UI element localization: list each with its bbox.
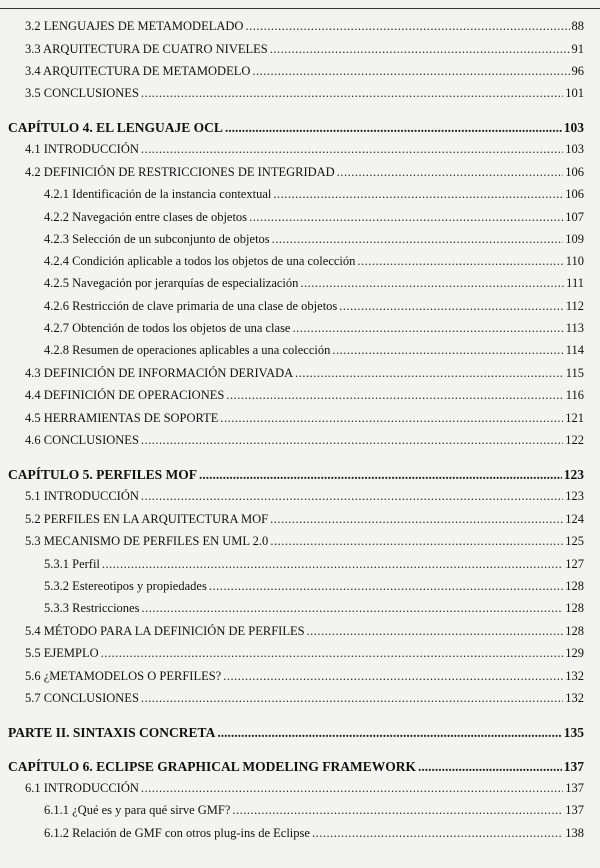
dot-leader <box>232 803 563 818</box>
toc-subsection-entry <box>0 276 600 291</box>
toc-entry-title: 4.2.6 Restricción de clave primaria de una clase de objetos <box>44 299 338 313</box>
dot-leader <box>312 826 563 841</box>
toc-entry-page: 114 <box>565 343 584 357</box>
toc-entry-page: 122 <box>565 433 584 447</box>
toc-entry-page: 109 <box>565 232 584 246</box>
toc-entry-title: 5.3 MECANISMO DE PERFILES EN UML 2.0 <box>25 534 269 548</box>
dot-leader <box>209 579 563 594</box>
toc-chapter-entry <box>0 467 600 483</box>
toc-entry-page: 96 <box>571 64 584 78</box>
dot-leader <box>245 19 569 34</box>
toc-section-entry <box>0 366 600 381</box>
toc-entry-page: 91 <box>571 42 584 56</box>
toc-subsection-entry <box>0 299 600 314</box>
toc-entry-page: 125 <box>565 534 584 548</box>
toc-section-entry <box>0 512 600 527</box>
dot-leader <box>141 489 563 504</box>
toc-entry-title: 5.4 MÉTODO PARA LA DEFINICIÓN DE PERFILES <box>25 624 305 638</box>
dot-leader <box>332 343 563 358</box>
toc-entry-title: 4.5 HERRAMIENTAS DE SOPORTE <box>25 411 219 425</box>
toc-entry-title: 5.1 INTRODUCCIÓN <box>25 489 139 503</box>
dot-leader <box>300 276 564 291</box>
toc-subsection-entry <box>0 254 600 269</box>
toc-entry-page: 115 <box>565 366 584 380</box>
toc-chapter-entry <box>0 759 600 775</box>
dot-leader <box>141 781 563 796</box>
toc-section-entry <box>0 388 600 403</box>
dot-leader <box>225 120 562 136</box>
dot-leader <box>141 86 563 101</box>
dot-leader <box>101 646 564 661</box>
toc-entry-page: 135 <box>563 725 584 740</box>
dot-leader <box>270 512 563 527</box>
page-top-rule <box>0 8 600 9</box>
toc-subsection-entry <box>0 601 600 616</box>
toc-section-entry <box>0 165 600 180</box>
toc-chapter-entry <box>0 120 600 136</box>
toc-subsection-entry <box>0 557 600 572</box>
dot-leader <box>295 366 564 381</box>
toc-subsection-entry <box>0 321 600 336</box>
toc-subsection-entry <box>0 826 600 841</box>
toc-section-entry <box>0 433 600 448</box>
toc-entry-title: 4.2.8 Resumen de operaciones aplicables a una colección <box>44 343 331 357</box>
toc-entry-page: 116 <box>565 388 584 402</box>
toc-entry-page: 88 <box>571 19 584 33</box>
toc-entry-title: 4.3 DEFINICIÓN DE INFORMACIÓN DERIVADA <box>25 366 294 380</box>
toc-entry-title: 4.2.3 Selección de un subconjunto de objetos <box>44 232 270 246</box>
dot-leader <box>217 725 561 741</box>
toc-entry-title: 5.3.2 Estereotipos y propiedades <box>44 579 207 593</box>
toc-entry-page: 103 <box>563 120 584 135</box>
toc-entry-title: 4.2.5 Navegación por jerarquías de especialización <box>44 276 299 290</box>
toc-entry-page: 132 <box>565 669 584 683</box>
toc-section-entry <box>0 624 600 639</box>
dot-leader <box>102 557 563 572</box>
toc-section-entry <box>0 142 600 157</box>
toc-entry-title: 4.6 CONCLUSIONES <box>25 433 139 447</box>
dot-leader <box>199 467 562 483</box>
toc-subsection-entry <box>0 579 600 594</box>
toc-entry-title: CAPÍTULO 5. PERFILES MOF <box>8 467 198 482</box>
dot-leader <box>252 64 569 79</box>
toc-entry-page: 121 <box>565 411 584 425</box>
toc-entry-title: 4.1 INTRODUCCIÓN <box>25 142 139 156</box>
toc-entry-title: 5.3.3 Restricciones <box>44 601 140 615</box>
toc-subsection-entry <box>0 210 600 225</box>
toc-entry-page: 103 <box>565 142 584 156</box>
toc-entry-page: 128 <box>565 624 584 638</box>
dot-leader <box>141 142 563 157</box>
toc-entry-page: 127 <box>565 557 584 571</box>
toc-entry-title: 5.6 ¿METAMODELOS O PERFILES? <box>25 669 222 683</box>
toc-entry-title: 3.3 ARQUITECTURA DE CUATRO NIVELES <box>25 42 268 56</box>
toc-entry-title: 4.2.1 Identificación de la instancia contextual <box>44 187 272 201</box>
toc-entry-page: 113 <box>565 321 584 335</box>
toc-entry-title: CAPÍTULO 6. ECLIPSE GRAPHICAL MODELING FRAMEWORK <box>8 759 417 774</box>
dot-leader <box>141 601 563 616</box>
toc-entry-title: 4.2 DEFINICIÓN DE RESTRICCIONES DE INTEGRIDAD <box>25 165 335 179</box>
toc-entry-title: 4.4 DEFINICIÓN DE OPERACIONES <box>25 388 225 402</box>
toc-entry-page: 137 <box>565 803 584 817</box>
dot-leader <box>292 321 563 336</box>
dot-leader <box>220 411 563 426</box>
dot-leader <box>270 42 570 57</box>
toc-section-entry <box>0 646 600 661</box>
dot-leader <box>223 669 563 684</box>
toc-entry-page: 138 <box>565 826 584 840</box>
toc-entry-title: PARTE II. SINTAXIS CONCRETA <box>8 725 216 740</box>
toc-entry-title: 5.2 PERFILES EN LA ARQUITECTURA MOF <box>25 512 269 526</box>
toc-entry-page: 137 <box>563 759 584 774</box>
toc-subsection-entry <box>0 343 600 358</box>
toc-section-entry <box>0 534 600 549</box>
toc-section-entry <box>0 64 600 79</box>
toc-entry-page: 123 <box>565 489 584 503</box>
toc-chapter-entry <box>0 725 600 741</box>
dot-leader <box>339 299 563 314</box>
toc-entry-title: 6.1 INTRODUCCIÓN <box>25 781 139 795</box>
dot-leader <box>226 388 563 403</box>
dot-leader <box>307 624 564 639</box>
toc-entry-title: 5.7 CONCLUSIONES <box>25 691 139 705</box>
toc-section-entry <box>0 781 600 796</box>
toc-entry-page: 106 <box>565 187 584 201</box>
toc-entry-title: 5.3.1 Perfil <box>44 557 100 571</box>
toc-entry-page: 107 <box>565 210 584 224</box>
toc-entry-page: 110 <box>565 254 584 268</box>
toc-entry-title: CAPÍTULO 4. EL LENGUAJE OCL <box>8 120 223 135</box>
toc-section-entry <box>0 669 600 684</box>
toc-subsection-entry <box>0 803 600 818</box>
toc-entry-page: 137 <box>565 781 584 795</box>
dot-leader <box>270 534 563 549</box>
toc-entry-page: 123 <box>563 467 584 482</box>
toc-entry-title: 4.2.4 Condición aplicable a todos los objetos de una colección <box>44 254 356 268</box>
toc-entry-page: 132 <box>565 691 584 705</box>
toc-entry-title: 5.5 EJEMPLO <box>25 646 99 660</box>
toc-entry-page: 124 <box>565 512 584 526</box>
toc-section-entry <box>0 691 600 706</box>
dot-leader <box>357 254 563 269</box>
dot-leader <box>141 691 563 706</box>
toc-section-entry <box>0 411 600 426</box>
toc-entry-title: 4.2.7 Obtención de todos los objetos de una clase <box>44 321 291 335</box>
dot-leader <box>273 187 563 202</box>
toc-entry-title: 3.5 CONCLUSIONES <box>25 86 139 100</box>
toc-entry-page: 128 <box>565 579 584 593</box>
toc-entry-title: 4.2.2 Navegación entre clases de objetos <box>44 210 248 224</box>
dot-leader <box>418 759 562 775</box>
toc-entry-title: 6.1.1 ¿Qué es y para qué sirve GMF? <box>44 803 231 817</box>
toc-section-entry <box>0 86 600 101</box>
dot-leader <box>272 232 564 247</box>
toc-entry-page: 129 <box>565 646 584 660</box>
dot-leader <box>141 433 563 448</box>
toc-subsection-entry <box>0 187 600 202</box>
toc-section-entry <box>0 19 600 34</box>
toc-entry-title: 3.4 ARQUITECTURA DE METAMODELO <box>25 64 251 78</box>
toc-entry-title: 6.1.2 Relación de GMF con otros plug-ins de Eclipse <box>44 826 310 840</box>
toc-section-entry <box>0 42 600 57</box>
toc-entry-page: 111 <box>566 276 584 290</box>
toc-entry-page: 112 <box>565 299 584 313</box>
toc-subsection-entry <box>0 232 600 247</box>
toc-entry-page: 128 <box>565 601 584 615</box>
dot-leader <box>249 210 563 225</box>
toc-entry-title: 3.2 LENGUAJES DE METAMODELADO <box>25 19 244 33</box>
toc-entry-page: 101 <box>565 86 584 100</box>
dot-leader <box>337 165 564 180</box>
toc-entry-page: 106 <box>565 165 584 179</box>
toc-section-entry <box>0 489 600 504</box>
